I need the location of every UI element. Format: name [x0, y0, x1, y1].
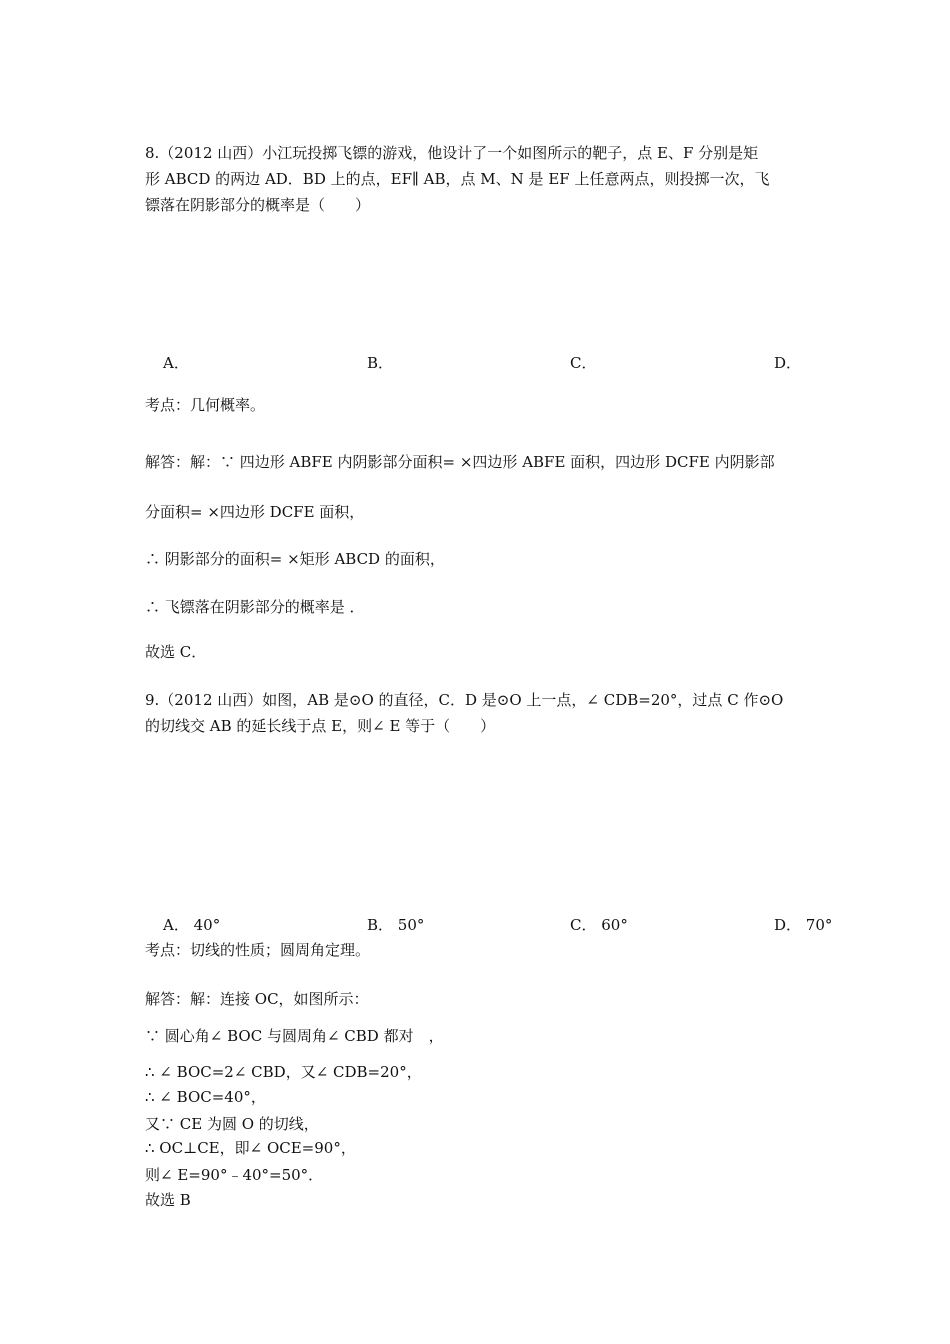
q8-option-a: A． [163, 354, 189, 372]
q9-solution-8: 故选 B [145, 1191, 191, 1209]
q9-solution-1: 解答：解：连接 OC，如图所示： [145, 990, 369, 1008]
q8-solution-4: ∴ 飞镖落在阴影部分的概率是 ． [145, 598, 365, 616]
q9-line-1: 9.（2012 山西）如图，AB 是⊙O 的直径，C．D 是⊙O 上一点，∠ CDB=20°，过点 C 作⊙O [145, 691, 784, 709]
q9-solution-5: 又∵ CE 为圆 O 的切线， [145, 1115, 319, 1133]
q9-solution-2: ∵ 圆心角∠ BOC 与圆周角∠ CBD 都对 ， [145, 1027, 444, 1045]
q9-solution-7: 则∠ E=90°﹣40°=50°． [145, 1166, 324, 1184]
q9-solution-3: ∴ ∠ BOC=2∠ CBD，又∠ CDB=20°， [145, 1063, 422, 1081]
q9-option-d: D． 70° [774, 916, 833, 934]
q8-option-d: D． [774, 354, 802, 372]
q9-option-b: B． 50° [367, 916, 425, 934]
q8-kaodian: 考点：几何概率。 [145, 396, 266, 414]
q9-option-a: A． 40° [163, 916, 221, 934]
q9-solution-6: ∴ OC⊥CE，即∠ OCE=90°， [145, 1139, 356, 1157]
q9-option-c: C． 60° [570, 916, 628, 934]
q8-solution-3: ∴ 阴影部分的面积= ×矩形 ABCD 的面积， [145, 550, 445, 568]
q8-solution-2: 分面积= ×四边形 DCFE 面积， [145, 503, 365, 521]
q9-line-2: 的切线交 AB 的延长线于点 E，则∠ E 等于（ ） [145, 717, 496, 735]
q9-solution-4: ∴ ∠ BOC=40°， [145, 1088, 266, 1106]
q8-line-1: 8.（2012 山西）小江玩投掷飞镖的游戏，他设计了一个如图所示的靶子，点 E、F 分别是矩 [145, 144, 759, 162]
q9-kaodian: 考点：切线的性质；圆周角定理。 [145, 941, 371, 959]
q8-option-c: C． [570, 354, 597, 372]
q8-option-b: B． [367, 354, 394, 372]
q8-line-3: 镖落在阴影部分的概率是（ ） [145, 196, 371, 214]
q8-solution-1: 解答：解：∵ 四边形 ABFE 内阴影部分面积= ×四边形 ABFE 面积，四边形 DCFE 内阴影部 [145, 453, 775, 471]
q8-solution-5: 故选 C． [145, 643, 207, 661]
q8-line-2: 形 ABCD 的两边 AD．BD 上的点，EF∥ AB，点 M、N 是 EF 上任意两点，则投掷一次，飞 [145, 170, 770, 188]
